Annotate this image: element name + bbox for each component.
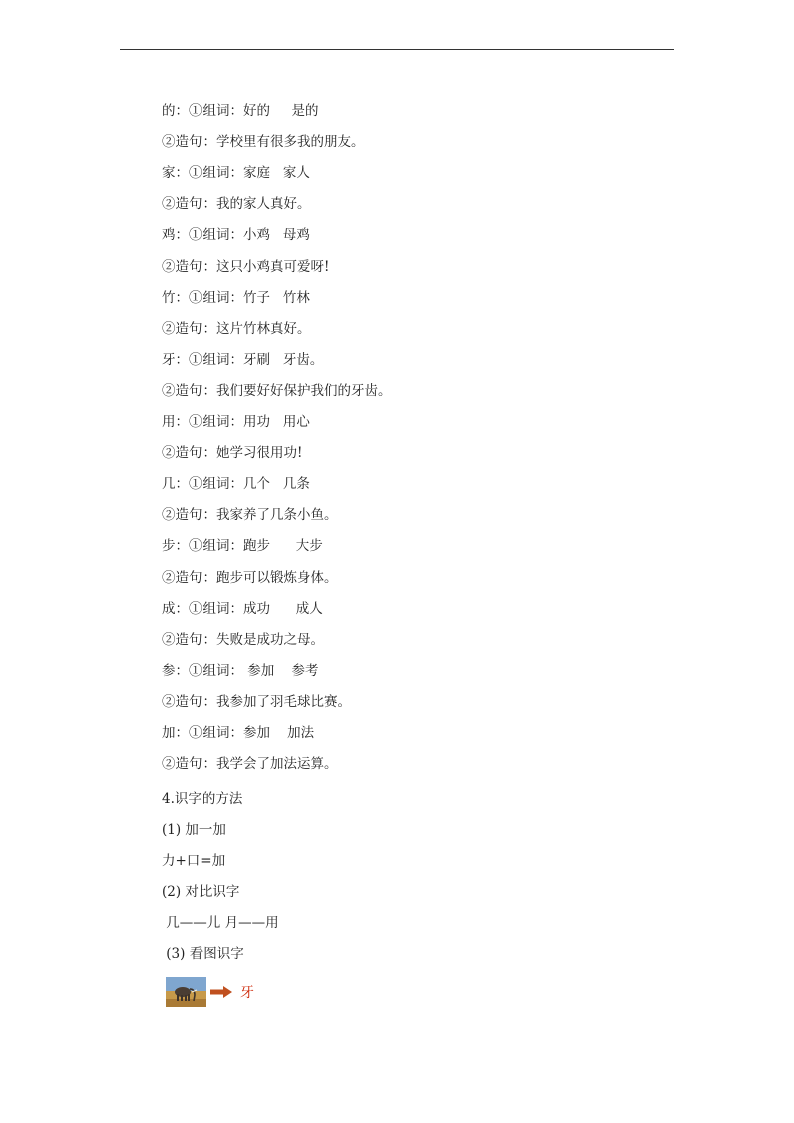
vocab-line: ②造句：我学会了加法运算。 <box>162 756 338 773</box>
vocab-line: ②造句：学校里有很多我的朋友。 <box>162 134 365 151</box>
picture-to-character <box>166 977 254 1007</box>
vocab-line: 的：①组词：好的 是的 <box>162 103 319 119</box>
vocab-line: ②造句：我的家人真好。 <box>162 196 311 213</box>
vocab-line: 几：①组词：几个 几条 <box>162 476 310 493</box>
vocab-line: 步：①组词：跑步 大步 <box>162 538 323 555</box>
vocab-line: ②造句：跑步可以锻炼身体。 <box>162 569 338 586</box>
vocab-line: 加：①组词：参加 加法 <box>162 725 315 741</box>
vocab-line: ②造句：这只小鸡真可爱呀! <box>162 258 330 275</box>
vocab-line: ②造句：我家养了几条小鱼。 <box>162 507 338 524</box>
section-title: 4.识字的方法 <box>162 791 243 807</box>
vocab-line: ②造句：她学习很用功! <box>162 445 303 462</box>
elephant-photo <box>166 977 206 1007</box>
vocab-line: ②造句：我们要好好保护我们的牙齿。 <box>162 382 392 399</box>
vocab-line: ②造句：我参加了羽毛球比赛。 <box>162 693 351 710</box>
vocab-line: 用：①组词：用功 用心 <box>162 414 310 430</box>
compare-text: 几——儿 月——用 <box>162 915 279 931</box>
vocab-line: 成：①组词：成功 成人 <box>162 600 323 617</box>
method-item-2: (2) 对比识字 <box>162 884 240 900</box>
vocab-line: 牙：①组词：牙刷 牙齿。 <box>162 351 324 368</box>
vocab-line: ②造句：失败是成功之母。 <box>162 631 324 648</box>
header-rule <box>120 49 674 50</box>
method-item-1: (1) 加一加 <box>162 822 226 838</box>
method-item-3: (3) 看图识字 <box>162 946 244 962</box>
vocab-line: 家：①组词：家庭 家人 <box>162 165 310 182</box>
formula-text: 力+口=加 <box>162 853 226 869</box>
answer-character: 牙 <box>240 985 254 1001</box>
right-arrow-icon <box>210 986 232 998</box>
vocab-line: 鸡：①组词：小鸡 母鸡 <box>162 227 310 244</box>
vocab-line: ②造句：这片竹林真好。 <box>162 320 311 337</box>
vocab-line: 参：①组词： 参加 参考 <box>162 662 319 679</box>
vocab-line: 竹：①组词：竹子 竹林 <box>162 289 310 306</box>
